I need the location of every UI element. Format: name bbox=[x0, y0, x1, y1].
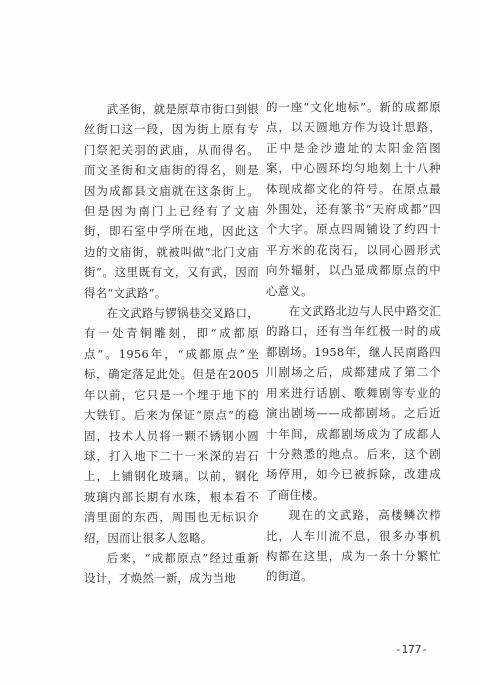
left-column bbox=[84, 99, 259, 589]
paragraph: 武圣街，就是原草市街口到银丝街口这一段，因为街上原有专门祭祀关羽的武庙，从而得名。而文圣街和文庙街的得名，则是因为成都县文庙就在这条街上。但是因为南门上已经有了文庙街，即石室中学所在地，因此这边的文庙街，就被叫做“北门文庙街”。这里既有文，又有武，因而得名“文武路”。 bbox=[84, 102, 259, 300]
paragraph: 在文武路北边与人民中路交汇的路口，还有当年红极一时的成都剧场。1958年，继人民南路四川剧场之后，成都建成了第二个用来进行话剧、歌舞剧等专业的演出剧场——成都剧场。之后近十年间，成都剧场成为了成都人十分熟悉的地点。后来，这个剧场停用，如今已被拆除，改建成了商住楼。 bbox=[266, 304, 441, 502]
right-column bbox=[266, 97, 441, 587]
paragraph: 现在的文武路，高楼鳞次栉比，人车川流不息，很多办事机构都在这里，成为一条十分繁忙的街道。 bbox=[266, 508, 441, 584]
paragraph: 后来，“成都原点”经过重新设计，才焕然一新，成为当地 bbox=[84, 550, 259, 586]
page-number: -177- bbox=[394, 643, 428, 656]
paragraph: 在文武路与锣锅巷交叉路口，有一处青铜雕刻，即“成都原点”。1956年，“成都原点”坐标，确定落足此处。但是在2005年以前，它只是一个埋于地下的大铁钉。后来为保证“原点”的稳固，技术人员将一颗不锈钢小圆球，打入地下二十一米深的岩石上，上铺钢化玻璃。以前，钢化玻璃内部长期有水珠，根本看不清里面的东西，周围也无标识介绍，因而让很多人忽略。 bbox=[84, 306, 259, 545]
paragraph-continuation: 的一座“文化地标”。新的成都原点，以天圆地方作为设计思路，正中是金沙遗址的太阳金箔图案，中心圆环均匀地刻上十八种体现成都文化的符号。在原点最外围处，还有篆书“天府成都”四个大字。原点四周铺设了约四十平方米的花岗石，以同心圆形式向外辐射，以凸显成都原点的中心意义。 bbox=[266, 100, 441, 298]
